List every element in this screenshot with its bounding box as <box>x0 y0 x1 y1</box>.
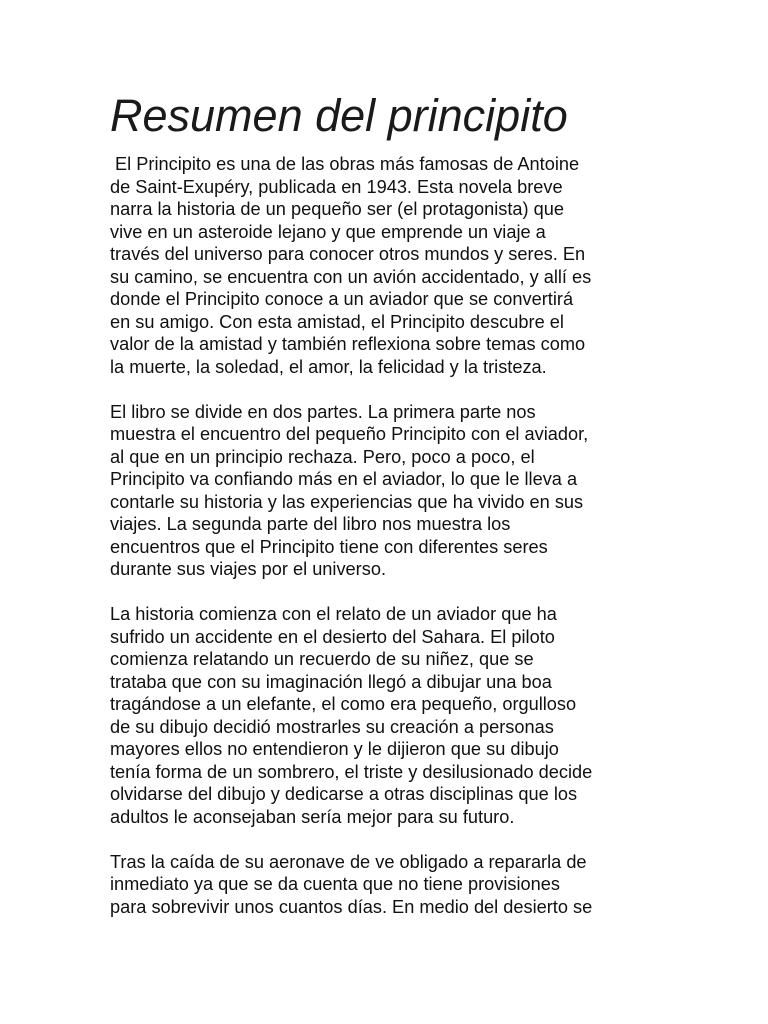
text-line: en su amigo. Con esta amistad, el Principito descubre el <box>110 311 564 332</box>
text-line: la muerte, la soledad, el amor, la felicidad y la tristeza. <box>110 356 547 377</box>
text-line: al que en un principio rechaza. Pero, poco a poco, el <box>110 446 535 467</box>
text-line: El libro se divide en dos partes. La primera parte nos <box>110 401 536 422</box>
text-line: narra la historia de un pequeño ser (el protagonista) que <box>110 199 564 219</box>
document-title: Resumen del principito <box>110 90 568 141</box>
text-line: tragándose a un elefante, el como era pequeño, orgulloso <box>110 694 577 714</box>
text-line: tenía forma de un sombrero, el triste y desilusionado decide <box>110 761 593 782</box>
text-line: sufrido un accidente en el desierto del Sahara. El piloto <box>110 626 555 647</box>
text-line: su camino, se encuentra con un avión accidentado, y allí es <box>110 266 592 287</box>
paragraph <box>110 603 670 828</box>
text-line: valor de la amistad y también reflexiona sobre temas como <box>110 334 586 354</box>
paragraph-spacer <box>110 828 670 851</box>
text-line: Principito va confiando más en el aviador, lo que le lleva a <box>110 469 578 489</box>
text-line: través del universo para conocer otros mundos y seres. En <box>110 244 586 264</box>
text-line: viajes. La segunda parte del libro nos muestra los <box>110 514 511 534</box>
paragraph <box>110 153 670 378</box>
text-line: para sobrevivir unos cuantos días. En medio del desierto se <box>110 896 593 917</box>
text-line: olvidarse del dibujo y dedicarse a otras disciplinas que los <box>110 784 578 804</box>
paragraph-spacer <box>110 581 670 604</box>
text-line: donde el Principito conoce a un aviador que se convertirá <box>110 289 574 309</box>
text-line: adultos le aconsejaban sería mejor para su futuro. <box>110 806 515 827</box>
text-line: muestra el encuentro del pequeño Principito con el aviador, <box>110 424 589 444</box>
text-line: trataba que con su imaginación llegó a dibujar una boa <box>110 671 552 692</box>
document-body <box>110 153 670 918</box>
paragraph <box>110 851 670 919</box>
text-line: comienza relatando un recuerdo de su niñez, que se <box>110 649 534 669</box>
text-line: encuentros que el Principito tiene con diferentes seres <box>110 536 548 557</box>
text-line: contarle su historia y las experiencias que ha vivido en sus <box>110 491 584 512</box>
paragraph <box>110 401 670 581</box>
text-line: inmediato ya que se da cuenta que no tiene provisiones <box>110 874 560 894</box>
text-line: El Principito es una de las obras más famosas de Antoine <box>110 154 580 174</box>
text-line: de Saint-Exupéry, publicada en 1943. Esta novela breve <box>110 176 563 197</box>
paragraph-spacer <box>110 378 670 401</box>
text-line: Tras la caída de su aeronave de ve obligado a repararla de <box>110 851 587 872</box>
text-line: de su dibujo decidió mostrarles su creación a personas <box>110 716 554 737</box>
text-line: La historia comienza con el relato de un aviador que ha <box>110 604 557 624</box>
text-line: mayores ellos no entendieron y le dijieron que su dibujo <box>110 739 559 759</box>
text-line: durante sus viajes por el universo. <box>110 559 386 579</box>
text-line: vive en un asteroide lejano y que emprende un viaje a <box>110 221 546 242</box>
